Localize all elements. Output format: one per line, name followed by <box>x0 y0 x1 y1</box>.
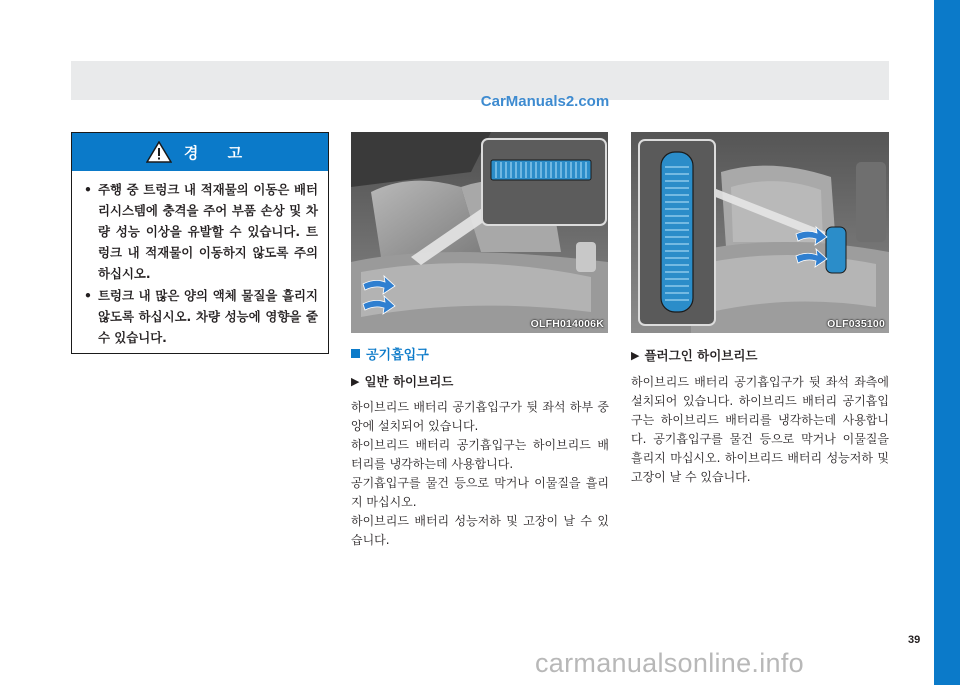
paragraph: 하이브리드 배터리 성능저하 및 고장이 날 수 있습니다. <box>351 514 609 547</box>
paragraph: 하이브리드 배터리 공기흡입구는 하이브리드 배터리를 냉각하는데 사용합니다. <box>351 438 609 471</box>
paragraph: 하이브리드 배터리 공기흡입구가 뒷 좌석 좌측에 설치되어 있습니다. 하이브리드 배터리 공기흡입구는 하이브리드 배터리를 냉각하는데 사용합니다. 공기흡입구를 물건 등으로 막거나 이물질을 흘리지 마십시오. 하이브리드 배터리 성능저하 및 고장이 날 수 있습니다. <box>631 375 889 484</box>
plugin-hybrid-section <box>631 340 889 487</box>
rear-seat-illustration <box>351 132 608 333</box>
section-title-text: 공기흡입구 <box>366 348 429 363</box>
square-bullet-icon <box>351 349 360 358</box>
side-color-bar <box>934 0 960 685</box>
general-body-text <box>351 398 609 550</box>
photo-code: OLF035100 <box>827 318 885 330</box>
plug-in-hybrid-air-intake-photo <box>631 132 889 333</box>
subsection-title <box>351 372 609 390</box>
watermark-bottom: carmanualsonline.info <box>535 648 804 678</box>
triangle-bullet-icon: ▶ <box>631 348 640 362</box>
paragraph: 하이브리드 배터리 공기흡입구가 뒷 좌석 하부 중앙에 설치되어 있습니다. <box>351 400 609 433</box>
watermark-top: CarManuals2.com <box>480 93 610 110</box>
general-hybrid-section <box>351 340 609 550</box>
warning-triangle-icon <box>146 141 172 163</box>
rear-seat-air-intake-photo <box>351 132 608 333</box>
page-number: 39 <box>908 634 921 646</box>
triangle-bullet-icon: ▶ <box>351 374 360 388</box>
warning-title: 경 고 <box>183 143 255 162</box>
warning-item: • 트렁크 내 많은 양의 액체 물질을 흘리지 않도록 하십시오. 차량 성능에 영향을 줄 수 있습니다. <box>84 285 318 348</box>
subsection-title <box>631 346 889 364</box>
photo-code: OLFH014006K <box>530 318 604 330</box>
section-title <box>351 344 609 363</box>
warning-item: • 주행 중 트렁크 내 적재물의 이동은 배터리시스템에 충격을 주어 부품 손상 및 차량 성능 이상을 유발할 수 있습니다. 트렁크 내 적재물이 이동하지 않도록 주의하십시오. <box>84 179 318 284</box>
subsection-title-text: 플러그인 하이브리드 <box>644 348 758 363</box>
paragraph: 공기흡입구를 물건 등으로 막거나 이물질을 흘리지 마십시오. <box>351 476 609 509</box>
subsection-title-text: 일반 하이브리드 <box>364 374 454 389</box>
plugin-body-text <box>631 373 889 487</box>
warning-list <box>72 171 328 348</box>
warning-box <box>71 132 329 354</box>
warning-header <box>72 133 328 171</box>
side-seat-illustration <box>631 132 889 333</box>
